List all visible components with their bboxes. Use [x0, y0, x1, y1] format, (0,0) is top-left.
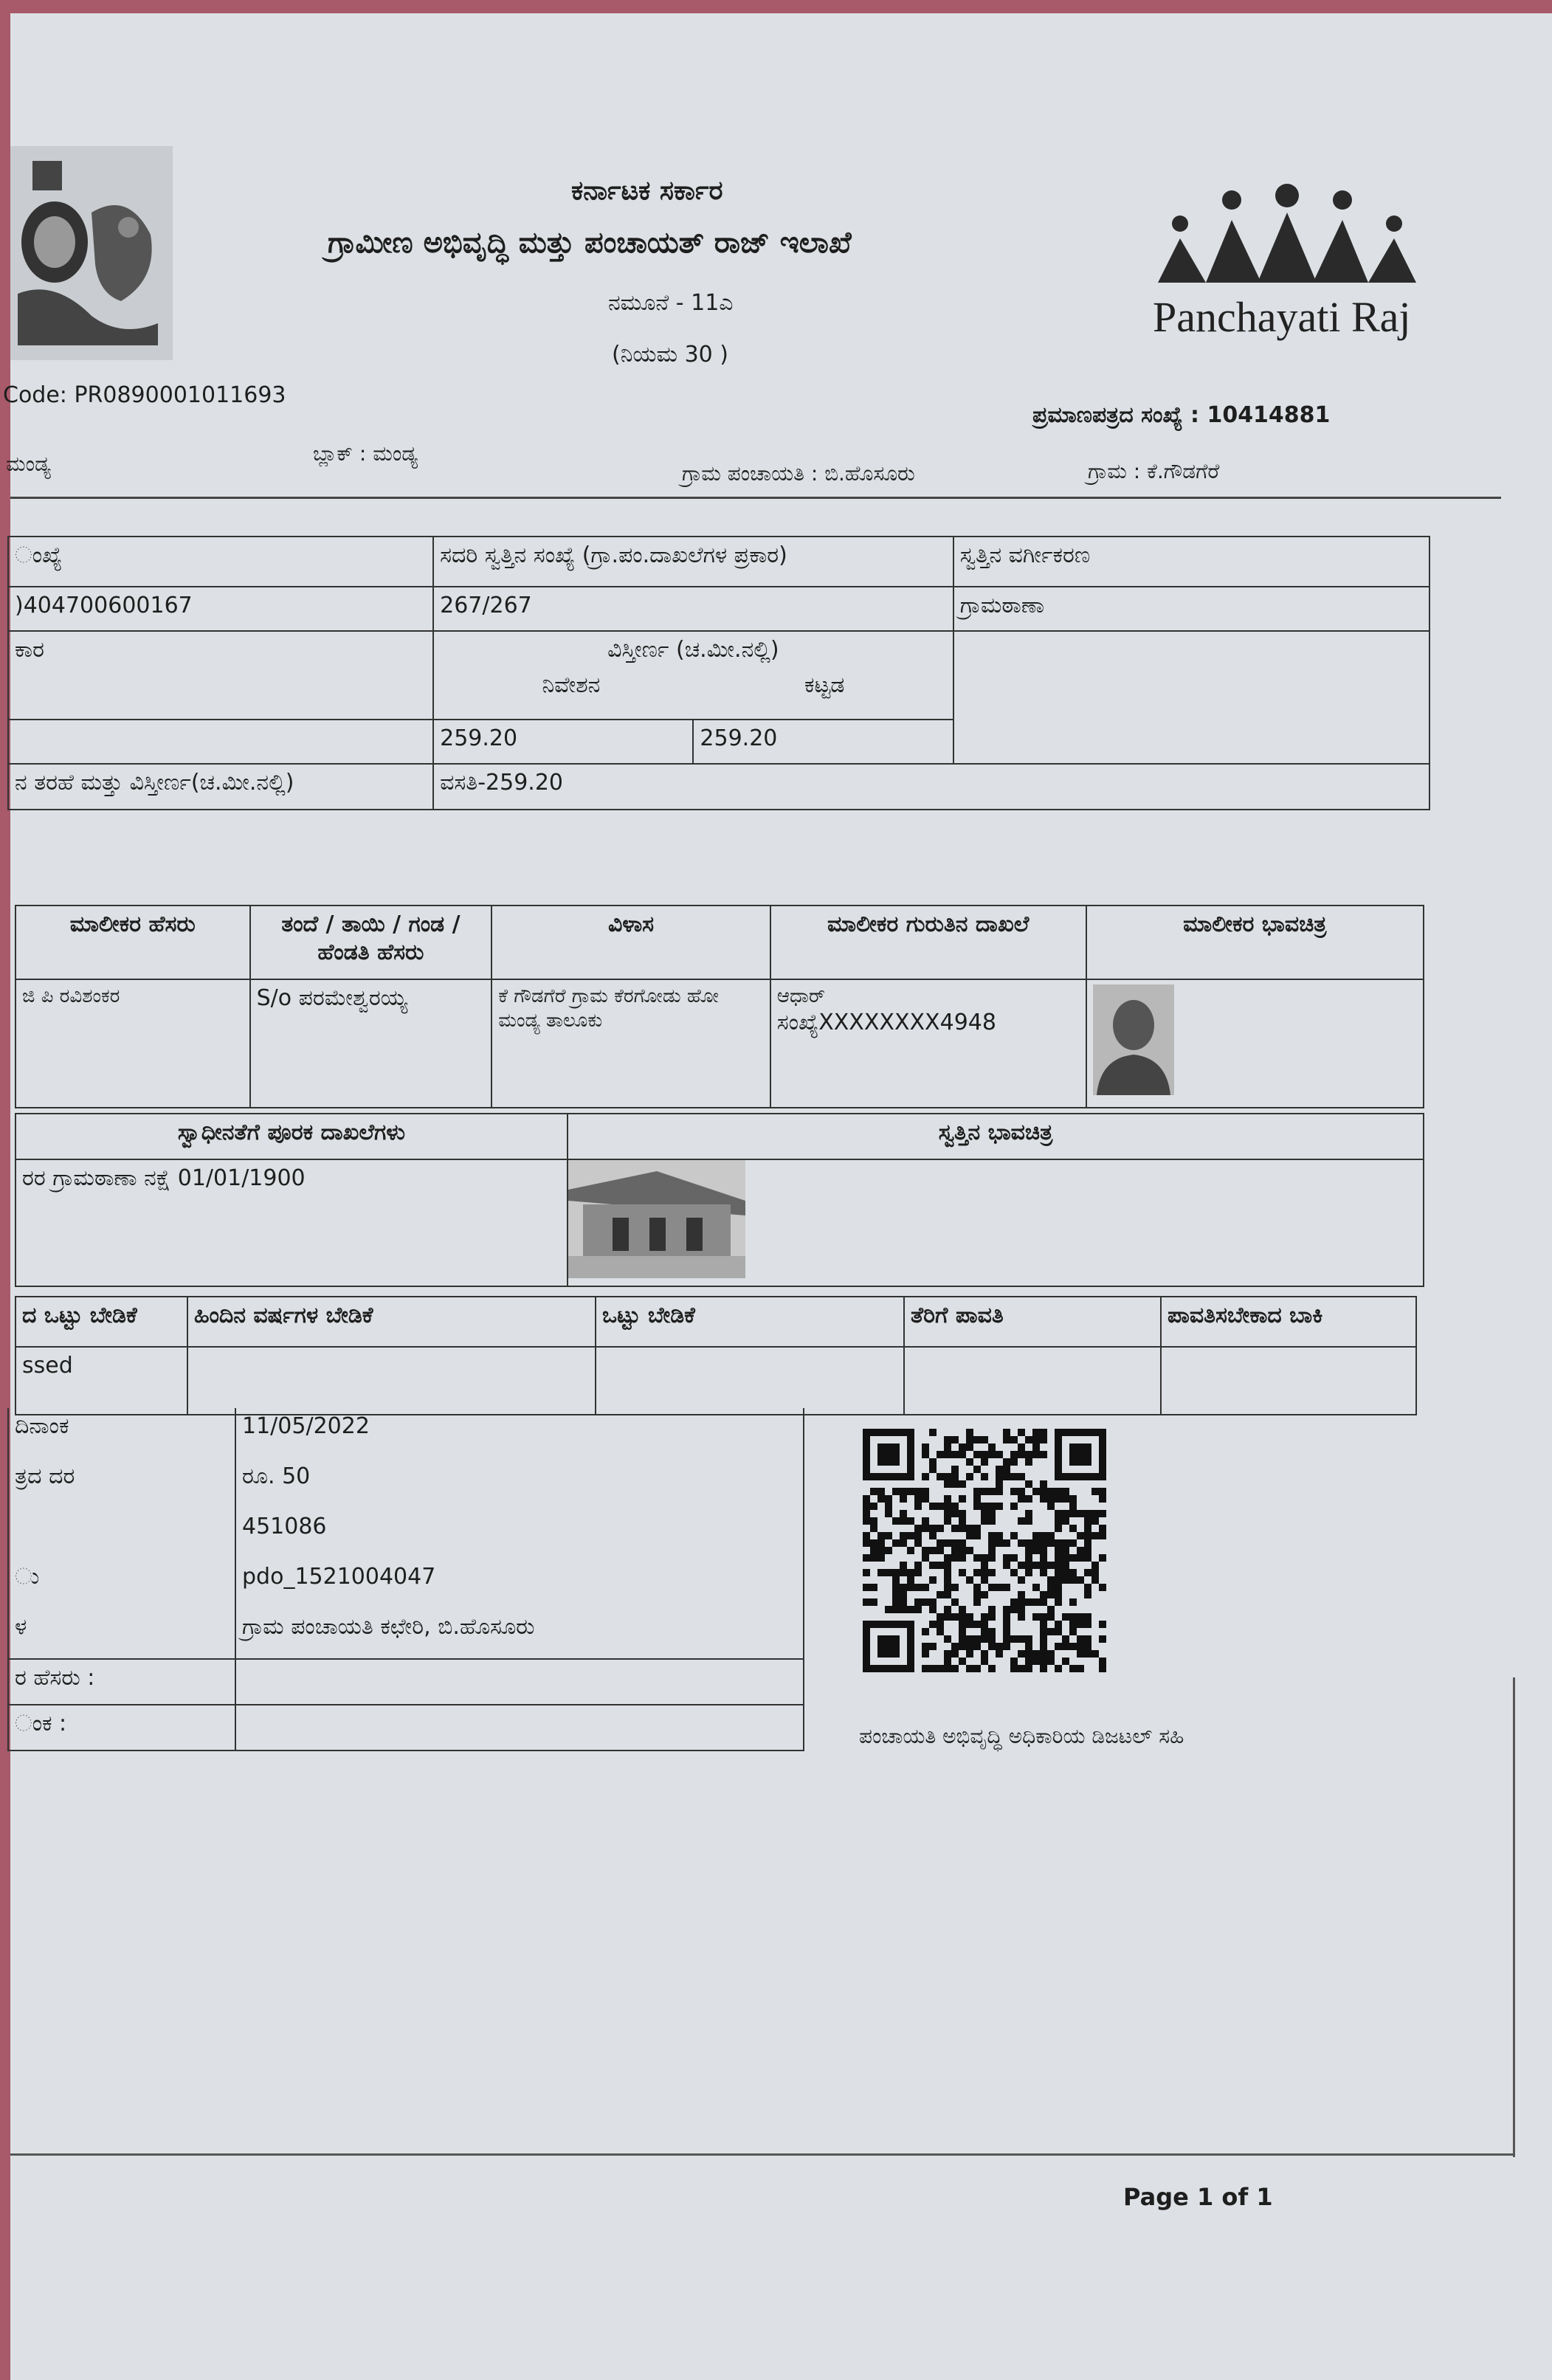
panchayati-raj-logo-text: Panchayati Raj [1153, 293, 1411, 341]
current-demand-value: ssed [15, 1347, 187, 1415]
issue-value [235, 1659, 804, 1705]
area-header [433, 631, 953, 720]
empty-cell [187, 1347, 596, 1415]
docs-value: ರರ ಗ್ರಾಮಠಾಣಾ ನಕ್ಷೆ 01/01/1900 [15, 1159, 568, 1286]
property-photo [568, 1160, 745, 1278]
owner-photo-cell [1086, 979, 1424, 1108]
building-label: ಕಟ್ಟಡ [804, 672, 845, 698]
village-text: ಗ್ರಾಮ : ಕೆ.ಗೌಡಗೆರೆ [1088, 459, 1220, 483]
issue-label: ು [8, 1559, 235, 1609]
gram-panchayat-text: ಗ್ರಾಮ ಪಂಚಾಯತಿ : ಬಿ.ಹೊಸೂರು [682, 461, 915, 486]
qr-code-icon [863, 1429, 1106, 1672]
issue-label: ದಿನಾಂಕ [8, 1408, 235, 1458]
address-header: ವಿಳಾಸ [492, 906, 770, 979]
certificate-number: ಪ್ರಮಾಣಪತ್ರದ ಸಂಖ್ಯೆ : 10414881 [1032, 402, 1331, 428]
relation-value: S/o ಪರಮೇಶ್ವರಯ್ಯ [250, 979, 492, 1108]
empty-cell [904, 1347, 1161, 1415]
issue-row [8, 1508, 804, 1559]
total-demand-header: ಒಟ್ಟು ಬೇಡಿಕೆ [596, 1297, 904, 1347]
issue-label [8, 1508, 235, 1559]
owner-photo [1093, 984, 1174, 1095]
previous-demand-header: ಹಿಂದಿನ ವರ್ಷಗಳ ಬೇಡಿಕೆ [187, 1297, 596, 1347]
panchayati-raj-logo-icon [1151, 179, 1424, 283]
page-number: Page 1 of 1 [1123, 2183, 1273, 2211]
issue-label: ಂಕ : [8, 1705, 235, 1750]
block-text: ಬ್ಲಾಕ್ : ಮಂಡ್ಯ [313, 441, 418, 466]
classification-label: ಸ್ವತ್ತಿನ ವರ್ಗೀಕರಣ [953, 537, 1429, 587]
area-label: ವಿಸ್ತೀರ್ಣ (ಚ.ಮೀ.ನಲ್ಲಿ) [607, 637, 779, 663]
signature-box-bottom-border [10, 2153, 1515, 2156]
empty-cell [596, 1347, 904, 1415]
issue-row [8, 1458, 804, 1508]
issue-value: 451086 [235, 1508, 804, 1559]
issue-row [8, 1609, 804, 1659]
empty-cell [8, 720, 433, 764]
issue-row [8, 1659, 804, 1705]
id-doc-value [770, 979, 1086, 1108]
property-id-label: ಂಖ್ಯೆ [8, 537, 433, 587]
property-table [7, 536, 1430, 810]
documents-table [15, 1113, 1424, 1287]
docs-header: ಸ್ವಾಧೀನತೆಗೆ ಪೂರಕ ದಾಖಲೆಗಳು [15, 1114, 568, 1159]
empty-cell [953, 631, 1429, 764]
rule-number: (ನಿಯಮ 30 ) [612, 342, 728, 368]
issue-row [8, 1705, 804, 1750]
owner-name-value: ಜಿ ಪಿ ರವಿಶಂಕರ [15, 979, 250, 1108]
property-no-value: 267/267 [433, 587, 953, 631]
issue-value: pdo_1521004047 [235, 1559, 804, 1609]
digital-signature-label: ಪಂಚಾಯತಿ ಅಭಿವೃದ್ಧಿ ಅಧಿಕಾರಿಯ ಡಿಜಟಲ್ ಸಹಿ [859, 1724, 1184, 1748]
issue-label: ತ್ರದ ದರ [8, 1458, 235, 1508]
issue-label: ಳ [8, 1609, 235, 1659]
document-page [3, 13, 1552, 2380]
signature-box-right-border [1513, 1677, 1515, 2157]
owner-table [15, 905, 1424, 1108]
id-number: ಸಂಖ್ಯೆXXXXXXXX4948 [776, 1009, 996, 1035]
usage-label: ನ ತರಹೆ ಮತ್ತು ವಿಸ್ತೀರ್ಣ(ಚ.ಮೀ.ನಲ್ಲಿ) [8, 764, 433, 810]
code-text: Code: PR0890001011693 [3, 382, 286, 408]
relation-header: ತಂದೆ / ತಾಯಿ / ಗಂಡ / ಹೆಂಡತಿ ಹೆಸರು [250, 906, 492, 979]
property-photo-cell [568, 1159, 1424, 1286]
issue-details-table [7, 1408, 804, 1751]
issue-value: ಗ್ರಾಮ ಪಂಚಾಯತಿ ಕಛೇರಿ, ಬಿ.ಹೊಸೂರು [235, 1609, 804, 1659]
issue-value: 11/05/2022 [235, 1408, 804, 1458]
issue-value [235, 1705, 804, 1750]
id-type: ಆಧಾರ್ [776, 985, 826, 1007]
district-text: ಮಂಡ್ಯ [6, 452, 51, 476]
issue-row [8, 1408, 804, 1458]
address-value: ಕೆ ಗೌಡಗೆರೆ ಗ್ರಾಮ ಕೆರಗೋಡು ಹೋ ಮಂಡ್ಯ ತಾಲೂಕು [492, 979, 770, 1108]
building-area-value: 259.20 [693, 720, 953, 764]
empty-cell [1161, 1347, 1416, 1415]
issue-value: ರೂ. 50 [235, 1458, 804, 1508]
site-area-value: 259.20 [433, 720, 693, 764]
owner-photo-header: ಮಾಲೀಕರ ಭಾವಚಿತ್ರ [1086, 906, 1424, 979]
property-id-value: )404700600167 [8, 587, 433, 631]
id-doc-header: ಮಾಲೀಕರ ಗುರುತಿನ ದಾಖಲೆ [770, 906, 1086, 979]
issue-label: ರ ಹೆಸರು : [8, 1659, 235, 1705]
form-number: ನಮೂನೆ - 11ಎ [608, 290, 734, 316]
header-divider [10, 497, 1501, 499]
tax-table [15, 1296, 1417, 1415]
classification-value: ಗ್ರಾಮಠಾಣಾ [953, 587, 1429, 631]
property-no-label: ಸದರಿ ಸ್ವತ್ತಿನ ಸಂಖ್ಯೆ (ಗ್ರಾ.ಪಂ.ದಾಖಲೆಗಳ ಪ್ರಕಾರ) [433, 537, 953, 587]
property-type-label: ಕಾರ [8, 631, 433, 720]
usage-value: ವಸತಿ-259.20 [433, 764, 1429, 810]
tax-paid-header: ತೆರಿಗೆ ಪಾವತಿ [904, 1297, 1161, 1347]
issue-row [8, 1559, 804, 1609]
current-demand-header: ದ ಒಟ್ಟು ಬೇಡಿಕೆ [15, 1297, 187, 1347]
govt-title: ಕರ್ನಾಟಕ ಸರ್ಕಾರ [571, 176, 723, 206]
karnataka-emblem-icon [10, 146, 173, 360]
owner-name-header: ಮಾಲೀಕರ ಹೆಸರು [15, 906, 250, 979]
site-label: ನಿವೇಶನ [542, 672, 601, 698]
property-photo-header: ಸ್ವತ್ತಿನ ಭಾವಚಿತ್ರ [568, 1114, 1424, 1159]
department-title: ಗ್ರಾಮೀಣ ಅಭಿವೃದ್ಧಿ ಮತ್ತು ಪಂಚಾಯತ್ ರಾಜ್ ಇಲಾಖೆ [328, 226, 852, 260]
balance-header: ಪಾವತಿಸಬೇಕಾದ ಬಾಕಿ [1161, 1297, 1416, 1347]
